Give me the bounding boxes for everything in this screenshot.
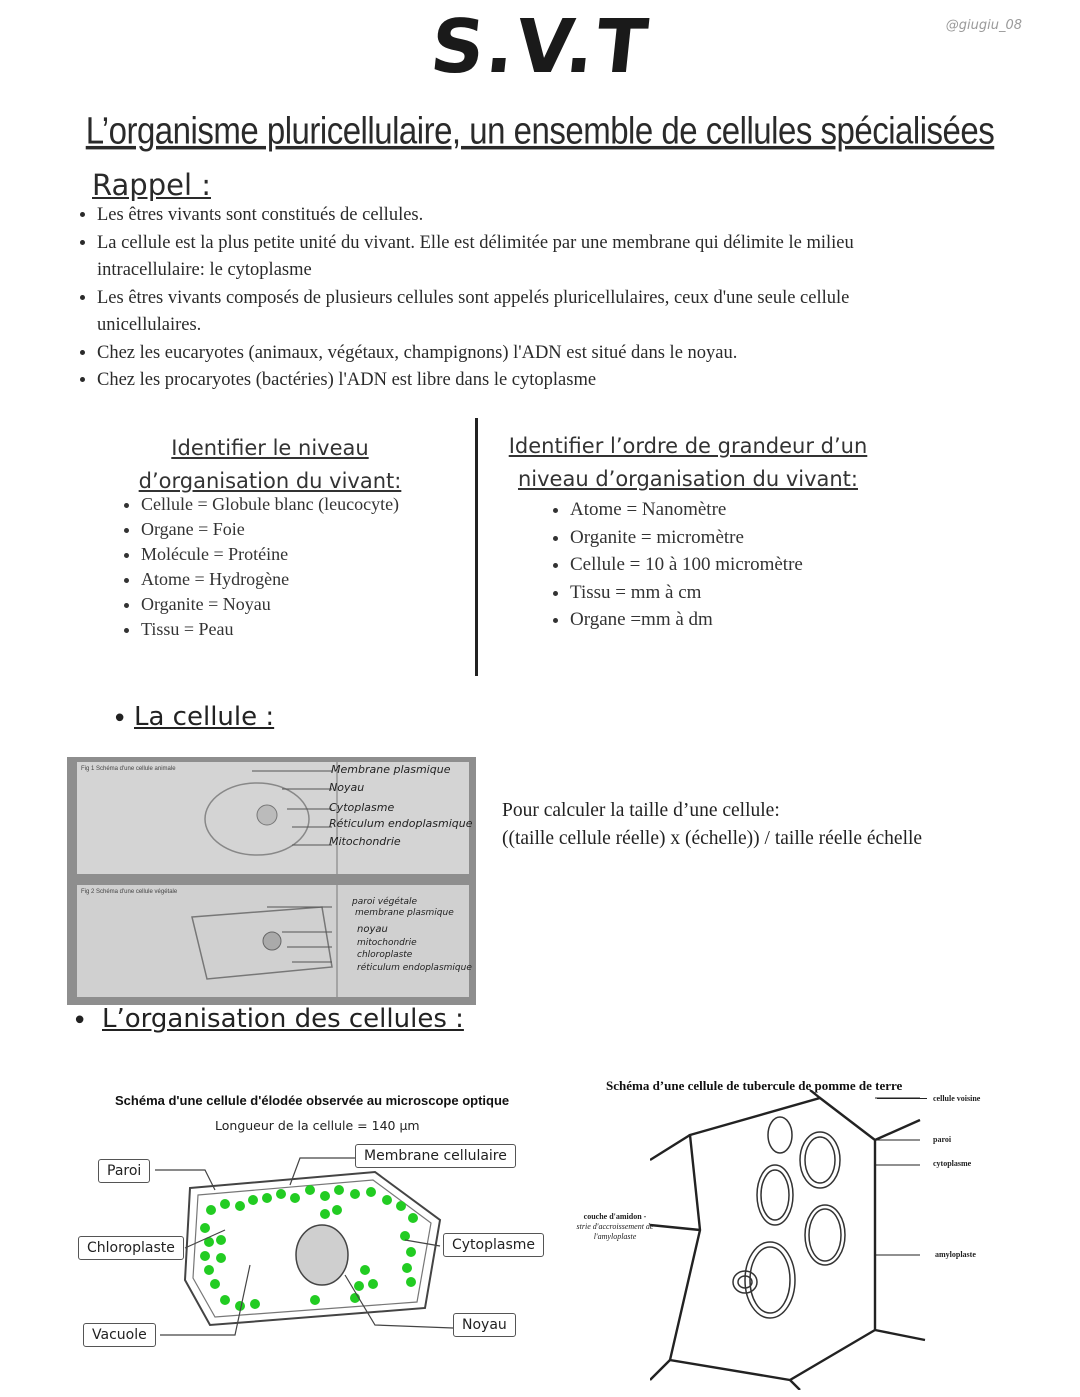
list-item: • Chez les eucaryotes (animaux, végétaux, champignons) l'ADN est situé dans le noyau. — [97, 340, 917, 368]
elodee-nucleus — [296, 1225, 348, 1285]
left-heading-line1: Identifier le niveau — [171, 436, 369, 460]
photo-label: Membrane plasmique — [331, 763, 451, 776]
list-item: • Tissu = Peau — [141, 617, 399, 642]
pomme-cell-diagram — [650, 1090, 930, 1390]
right-heading-line2: niveau d’organisation du vivant: — [517, 467, 858, 491]
label-chloroplaste: Chloroplaste — [78, 1236, 184, 1260]
pomme-label-amyloplaste: amyloplaste — [935, 1250, 976, 1259]
photo-label: Mitochondrie — [329, 835, 401, 848]
photo-label: Cytoplasme — [329, 801, 395, 814]
right-column-list — [550, 496, 803, 634]
page-title: S.V.T — [426, 4, 654, 90]
right-column-heading — [498, 430, 878, 496]
pomme-label-cytoplasme: cytoplasme — [933, 1159, 972, 1168]
cellule-heading: La cellule : — [134, 702, 275, 732]
worksheet-photo — [67, 757, 476, 1005]
photo-fig2-caption: Fig 2 Schéma d'une cellule végétale — [81, 889, 178, 895]
pomme-label-amidon — [570, 1212, 660, 1242]
elodee-length: Longueur de la cellule = 140 µm — [215, 1118, 420, 1133]
list-item: • Atome = Hydrogène — [141, 567, 399, 592]
label-membrane: Membrane cellulaire — [355, 1144, 516, 1168]
list-item: • La cellule est la plus petite unité du vivant. Elle est délimitée par une membrane qui délimite le milieu intracellulaire: le cytoplasme — [97, 230, 917, 285]
list-item: • Atome = Nanomètre — [570, 496, 803, 524]
amidon-line3: l'amyloplaste — [593, 1232, 637, 1241]
photo-label: réticulum endoplasmique — [357, 963, 472, 973]
list-item: • Chez les procaryotes (bactéries) l'ADN est libre dans le cytoplasme — [97, 367, 917, 395]
photo-label: noyau — [357, 924, 388, 935]
right-heading-line1: Identifier l’ordre de grandeur d’un — [508, 434, 868, 458]
author-handle: @giugiu_08 — [945, 18, 1022, 33]
photo-label: mitochondrie — [357, 938, 417, 948]
amidon-line2: strie d'accroissement de — [576, 1222, 654, 1231]
rappel-heading: Rappel : — [92, 168, 211, 202]
photo-label: Réticulum endoplasmique — [329, 817, 473, 830]
pomme-label-voisine: cellule voisine — [933, 1094, 981, 1103]
list-item: • Cellule = 10 à 100 micromètre — [570, 551, 803, 579]
pomme-line-voisine — [877, 1098, 927, 1099]
list-item: • Les êtres vivants composés de plusieurs cellules sont appelés pluricellulaires, ceux d'une seule cellule unicellulaires. — [97, 285, 917, 340]
photo-label: chloroplaste — [357, 950, 413, 960]
cell-size-formula — [502, 797, 922, 853]
column-divider — [475, 418, 478, 676]
worksheet-photo-drawing — [67, 757, 476, 1005]
label-cytoplasme: Cytoplasme — [443, 1233, 544, 1257]
pomme-title: Schéma d’une cellule de tubercule de pomme de terre — [606, 1078, 903, 1093]
calc-line1: Pour calculer la taille d’une cellule: — [502, 800, 780, 821]
photo-label: membrane plasmique — [355, 908, 454, 918]
left-column-heading — [130, 432, 410, 498]
list-item: • Molécule = Protéine — [141, 542, 399, 567]
pomme-amyloplasts — [733, 1117, 845, 1318]
photo-label: Noyau — [329, 781, 365, 794]
organisation-bullet: • — [72, 1006, 88, 1036]
organisation-heading: L’organisation des cellules : — [102, 1004, 464, 1034]
photo-label: paroi végétale — [352, 897, 417, 907]
list-item: • Tissu = mm à cm — [570, 579, 803, 607]
rappel-list — [55, 202, 917, 395]
left-heading-line2: d’organisation du vivant: — [138, 469, 402, 493]
label-vacuole: Vacuole — [83, 1323, 156, 1347]
list-item: • Organite = micromètre — [570, 524, 803, 552]
pomme-label-paroi: paroi — [933, 1135, 952, 1144]
list-item: • Les êtres vivants sont constitués de cellules. — [97, 202, 917, 230]
label-paroi: Paroi — [98, 1159, 150, 1183]
list-item: • Organe = Foie — [141, 517, 399, 542]
list-item: • Cellule = Globule blanc (leucocyte) — [141, 492, 399, 517]
cellule-bullet: • — [112, 704, 128, 734]
left-column-list — [121, 492, 399, 642]
elodee-title: Schéma d'une cellule d'élodée observée au microscope optique — [115, 1093, 510, 1108]
label-noyau: Noyau — [453, 1313, 516, 1337]
list-item: • Organe =mm à dm — [570, 606, 803, 634]
calc-line2: ((taille cellule réelle) x (échelle)) / taille réelle échelle — [502, 828, 923, 849]
page-subtitle: L’organisme pluricellulaire, un ensemble de cellules spécialisées — [85, 109, 995, 152]
amidon-line1: couche d'amidon - — [583, 1212, 647, 1221]
list-item: • Organite = Noyau — [141, 592, 399, 617]
photo-fig1-caption: Fig 1 Schéma d'une cellule animale — [81, 766, 176, 772]
